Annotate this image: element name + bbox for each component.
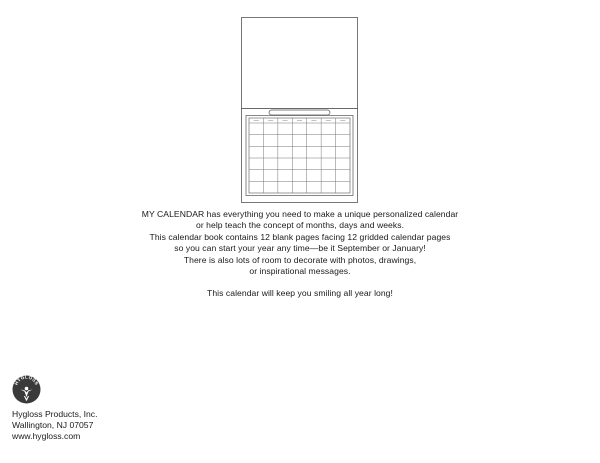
calendar-drawing [241, 17, 358, 203]
tagline: This calendar will keep you smiling all year long! [207, 288, 393, 299]
calendar-illustration-icon [241, 17, 358, 203]
grid-frame [246, 116, 353, 196]
description-line-1: MY CALENDAR has everything you need to make a unique personalized calendar [141, 209, 459, 219]
description-line-2: or help teach the concept of months, days and weeks. [195, 220, 405, 231]
description-line-6: or inspirational messages. [249, 266, 351, 277]
publisher-info [12, 409, 98, 442]
description-line-5: There is also lots of room to decorate with photos, drawings, [183, 254, 417, 265]
blank-page [242, 18, 358, 109]
description-line-3: This calendar book contains 12 blank pages facing 12 gridded calendar pages [149, 231, 451, 242]
description-line-4: so you can start your year any time—be it September or January! [174, 243, 426, 254]
publisher-name: Hygloss Products, Inc. [12, 409, 98, 419]
logo-text: HYGLOSS [13, 375, 40, 386]
binding-slot [269, 110, 330, 115]
logo-graphic [12, 375, 41, 404]
description [100, 209, 500, 300]
hygloss-logo-icon [12, 375, 41, 404]
publisher-address: Wallington, NJ 07057 [12, 420, 94, 430]
publisher-website: www.hygloss.com [12, 431, 81, 441]
